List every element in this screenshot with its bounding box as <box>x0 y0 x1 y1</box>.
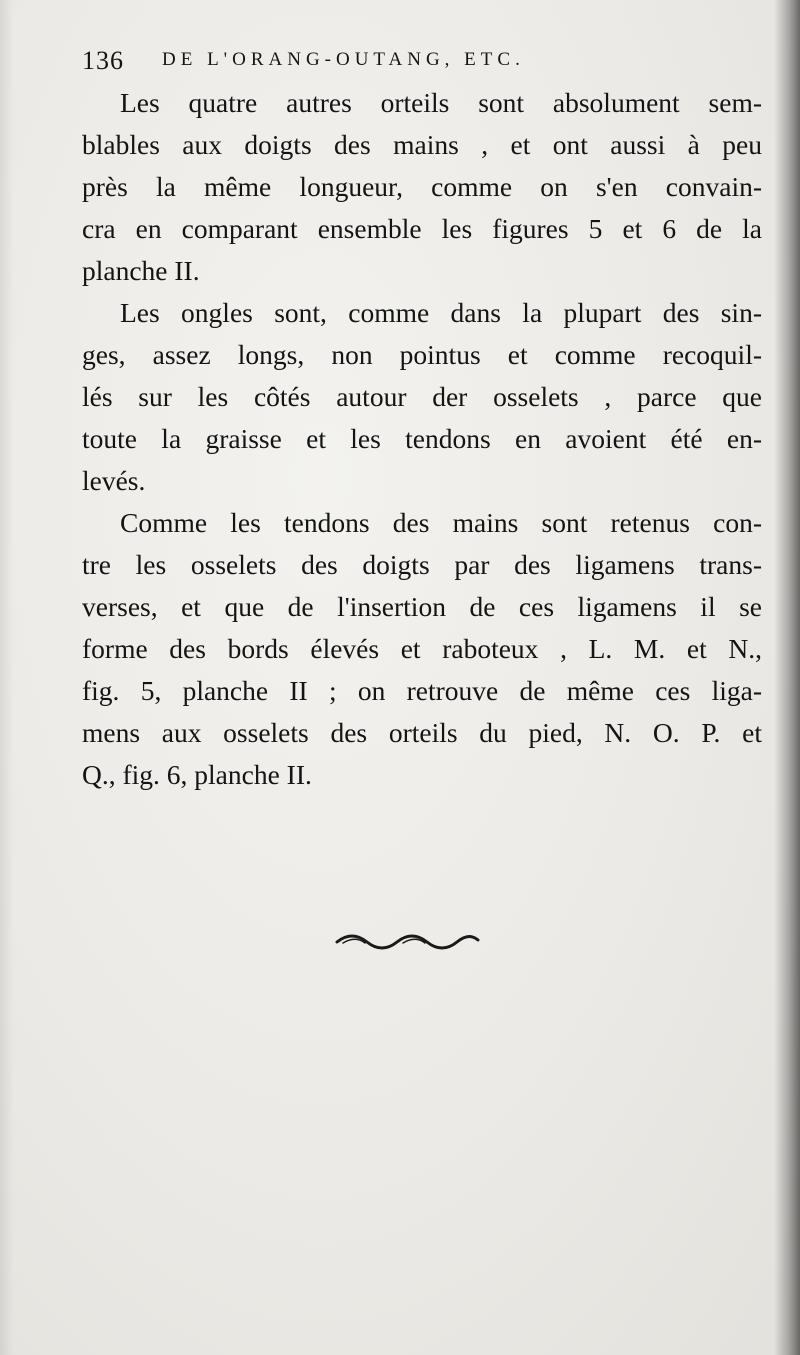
text-line: Les quatre autres orteils sont absolument sem- <box>120 87 762 118</box>
running-head: DE L'ORANG-OUTANG, ETC. <box>162 49 525 70</box>
paragraph-2 <box>82 292 762 502</box>
text-line: fig. 5, planche II ; on retrouve de même ces liga- <box>82 675 762 706</box>
text-line: lés sur les côtés autour der osselets , parce que <box>82 381 762 412</box>
paragraph-3 <box>82 502 762 796</box>
text-line: près la même longueur, comme on s'en convain- <box>82 171 762 202</box>
text-line: Les ongles sont, comme dans la plupart des sin- <box>120 297 762 328</box>
text-line: ges, assez longs, non pointus et comme recoquil- <box>82 339 762 370</box>
page-header <box>82 46 762 82</box>
text-line: levés. <box>82 465 146 496</box>
text-line: tre les osselets des doigts par des ligamens trans- <box>82 549 762 580</box>
paragraph-1 <box>82 82 762 292</box>
text-line: blables aux doigts des mains , et ont aussi à peu <box>82 129 762 160</box>
tail-piece-ornament-icon <box>335 928 480 950</box>
text-line: Q., fig. 6, planche II. <box>82 759 312 790</box>
page-left-shadow <box>0 0 14 1355</box>
text-line: mens aux osselets des orteils du pied, N. O. P. et <box>82 717 762 748</box>
text-line: verses, et que de l'insertion de ces ligamens il se <box>82 591 762 622</box>
body-text <box>82 82 762 796</box>
text-line: cra en comparant ensemble les figures 5 et 6 de la <box>82 213 762 244</box>
text-line: toute la graisse et les tendons en avoient été en- <box>82 423 762 454</box>
text-line: Comme les tendons des mains sont retenus con- <box>120 507 762 538</box>
page-gutter-shadow <box>774 0 800 1355</box>
text-line: forme des bords élevés et raboteux , L. M. et N., <box>82 633 762 664</box>
text-line: planche II. <box>82 255 200 286</box>
page-number: 136 <box>82 46 124 75</box>
